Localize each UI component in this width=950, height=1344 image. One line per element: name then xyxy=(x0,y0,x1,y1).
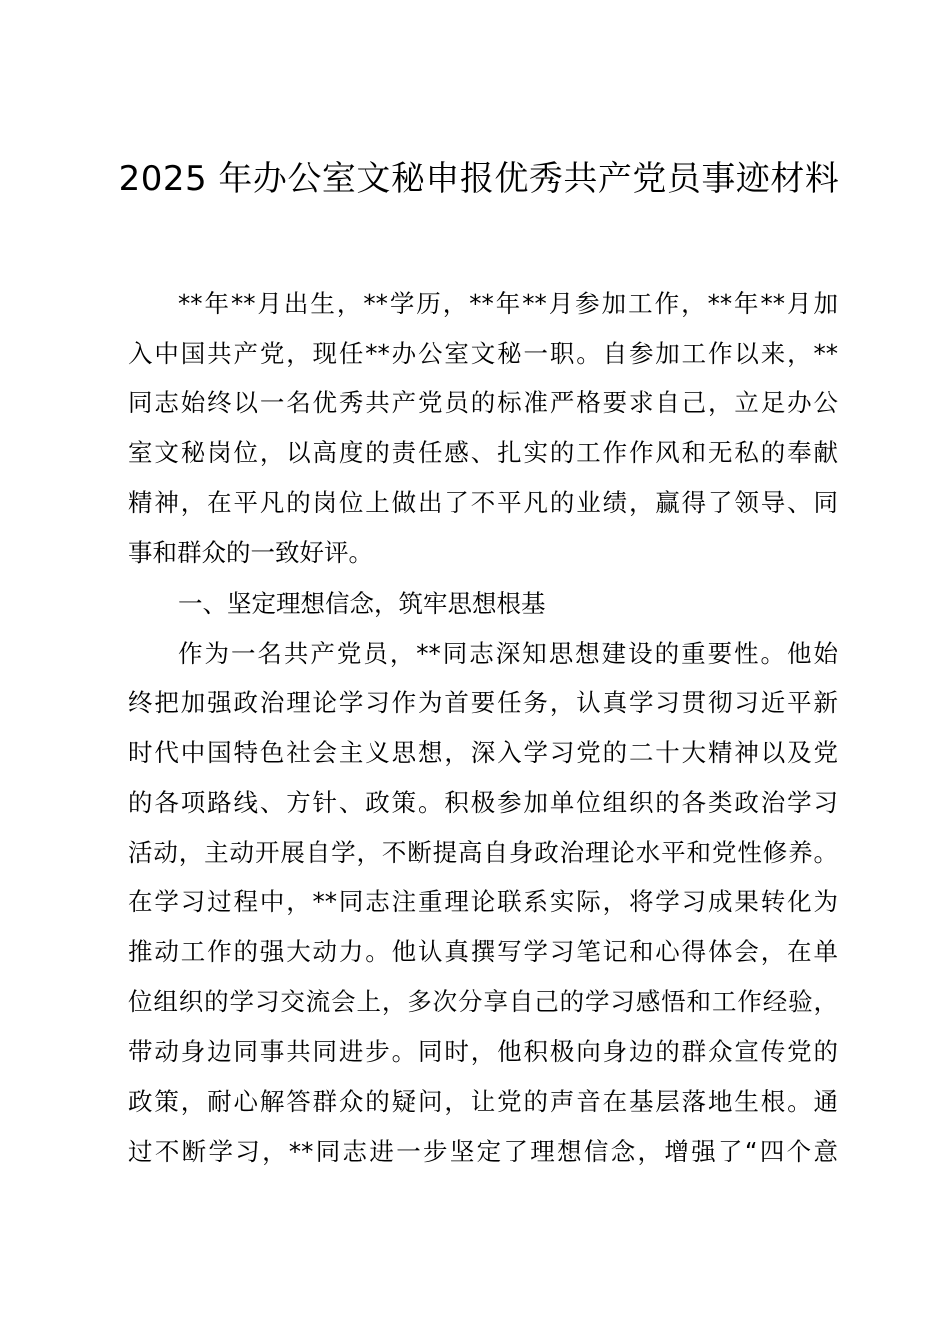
intro-line-4: 室文秘岗位，以高度的责任感、扎实的工作作风和无私的奉献 xyxy=(128,438,838,467)
document-title xyxy=(118,156,840,202)
section-line-8: 位组织的学习交流会上，多次分享自己的学习感悟和工作经验， xyxy=(128,987,838,1016)
section-line-3: 时代中国特色社会主义思想，深入学习党的二十大精神以及党 xyxy=(128,738,838,767)
section-line-6: 在学习过程中，**同志注重理论联系实际，将学习成果转化为 xyxy=(128,887,838,916)
section-line-4: 的各项路线、方针、政策。积极参加单位组织的各类政治学习 xyxy=(128,788,838,817)
document-title-text: 2025 年办公室文秘申报优秀共产党员事迹材料 xyxy=(118,159,840,199)
section-line-10: 政策，耐心解答群众的疑问，让党的声音在基层落地生根。通 xyxy=(128,1087,838,1116)
section-line-11: 过不断学习，**同志进一步坚定了理想信念，增强了“四个意 xyxy=(128,1137,838,1166)
intro-line-5: 精神，在平凡的岗位上做出了不平凡的业绩，赢得了领导、同 xyxy=(128,488,838,517)
section-line-9: 带动身边同事共同进步。同时，他积极向身边的群众宣传党的 xyxy=(128,1037,838,1066)
section-line-1: 作为一名共产党员，**同志深知思想建设的重要性。他始 xyxy=(178,639,838,668)
section-line-7: 推动工作的强大动力。他认真撰写学习笔记和心得体会，在单 xyxy=(128,937,838,966)
intro-line-6: 事和群众的一致好评。 xyxy=(128,538,373,567)
intro-line-1: **年**月出生，**学历，**年**月参加工作，**年**月加 xyxy=(178,289,838,318)
section-line-2: 终把加强政治理论学习作为首要任务，认真学习贯彻习近平新 xyxy=(128,688,838,717)
intro-line-3: 同志始终以一名优秀共产党员的标准严格要求自己，立足办公 xyxy=(128,388,838,417)
intro-line-2: 入中国共产党，现任**办公室文秘一职。自参加工作以来，** xyxy=(128,339,838,368)
section-heading: 一、坚定理想信念，筑牢思想根基 xyxy=(178,589,546,618)
section-line-5: 活动，主动开展自学，不断提高自身政治理论水平和党性修养。 xyxy=(128,838,838,867)
